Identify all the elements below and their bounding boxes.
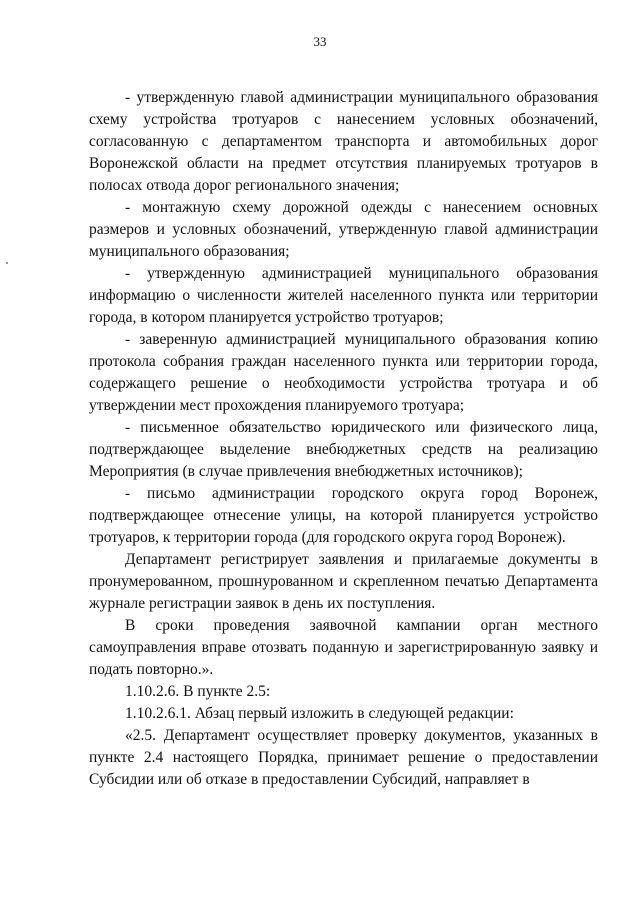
paragraph-meeting-protocol: - заверенную администрацией муниципального образования копию протокола собрания граждан населенного пункта или территории города, содержащего решение о необходимости устройства тротуара и об утверждении мест прохождения планируемого тротуара; (89, 331, 598, 414)
paragraph-registration: Департамент регистрирует заявления и прилагаемые документы в пронумерованном, прошнурованном и скрепленном печатью Департамента журнале регистрации заявок в день их поступления. (89, 551, 598, 612)
scan-margin-mark (6, 262, 8, 264)
paragraph-funding-obligation: - письменное обязательство юридического или физического лица, подтверждающее выделение внебюджетных средств на реализацию Мероприятия (в случае привлечения внебюджетных источников); (89, 419, 598, 480)
paragraph-population-info: - утвержденную администрацией муниципального образования информацию о численности жителей населенного пункта или территории города, в котором планируется устройство тротуаров; (89, 265, 598, 326)
paragraph-scheme-approval: - утвержденную главой администрации муниципального образования схему устройства тротуаров с нанесением условных обозначений, согласованную с департаментом транспорта и автомобильных дорог Воронежской области на предмет отсутствия планируемых тротуаров в полосах отвода дорог регионального значения; (89, 89, 598, 194)
page-number: 33 (313, 34, 327, 49)
paragraph-item-1-10-2-6: 1.10.2.6. В пункте 2.5: (125, 683, 271, 700)
paragraph-road-surface-scheme: - монтажную схему дорожной одежды с нанесением основных размеров и условных обозначений, утвержденную главой администрации муниципального образования; (89, 199, 598, 260)
paragraph-item-2-5: «2.5. Департамент осуществляет проверку документов, указанных в пункте 2.4 настоящего Порядка, принимает решение о предоставлении Субсидии или об отказе в предоставлении Субсидий, направляет в (89, 727, 598, 788)
paragraph-item-1-10-2-6-1: 1.10.2.6.1. Абзац первый изложить в следующей редакции: (125, 705, 514, 722)
paragraph-voronezh-letter: - письмо администрации городского округа город Воронеж, подтверждающее отнесение улицы, на которой планируется устройство тротуаров, к территории города (для городского округа город Воронеж). (89, 485, 598, 546)
paragraph-withdrawal: В сроки проведения заявочной кампании орган местного самоуправления вправе отозвать поданную и зарегистрированную заявку и подать повторно.». (89, 617, 598, 678)
document-body (89, 87, 598, 791)
